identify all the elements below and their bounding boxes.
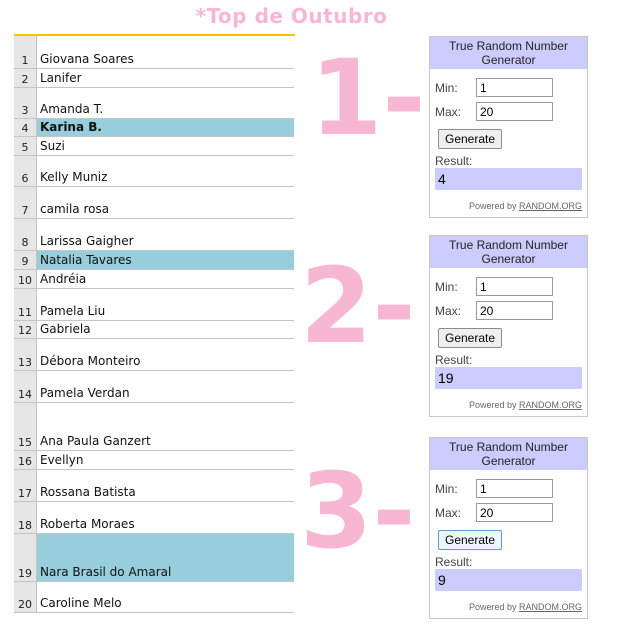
table-row[interactable] — [14, 219, 294, 251]
table-row[interactable] — [14, 470, 294, 502]
name-cell[interactable]: Karina B. — [37, 119, 294, 137]
spreadsheet — [14, 34, 295, 632]
powered-text: Powered by — [468, 201, 517, 211]
row-number: 20 — [14, 582, 37, 613]
result-value: 4 — [435, 168, 582, 190]
name-cell[interactable]: Roberta Moraes — [37, 502, 294, 534]
generate-button[interactable]: Generate — [438, 129, 502, 149]
row-number: 14 — [14, 371, 37, 403]
name-cell[interactable]: Nara Brasil do Amaral — [37, 534, 294, 582]
name-cell[interactable]: Rossana Batista — [37, 470, 294, 502]
name-cell[interactable]: Suzi — [37, 137, 294, 156]
page-title: *Top de Outubro — [195, 4, 388, 28]
table-row[interactable] — [14, 289, 294, 321]
name-cell[interactable]: Pamela Verdan — [37, 371, 294, 403]
row-number: 9 — [14, 251, 37, 270]
place-label-3: 3- — [300, 450, 416, 572]
random-number-widget-3 — [429, 437, 588, 619]
place-label-1: 1- — [310, 37, 426, 159]
max-input[interactable] — [476, 503, 553, 522]
name-cell[interactable]: Giovana Soares — [37, 36, 294, 69]
powered-text: Powered by — [468, 400, 517, 410]
name-cell[interactable]: Andréia — [37, 270, 294, 289]
table-row[interactable] — [14, 270, 294, 289]
name-cell[interactable]: Débora Monteiro — [37, 339, 294, 371]
row-number: 13 — [14, 339, 37, 371]
row-number: 10 — [14, 270, 37, 289]
min-label: Min: — [435, 481, 458, 496]
name-cell[interactable]: Caroline Melo — [37, 582, 294, 613]
place-label-2: 2- — [300, 245, 416, 367]
row-number: 18 — [14, 502, 37, 534]
powered-text: Powered by — [468, 602, 517, 612]
table-row[interactable] — [14, 321, 294, 339]
max-input[interactable] — [476, 102, 553, 121]
name-cell[interactable]: Natalia Tavares — [37, 251, 294, 270]
name-cell[interactable]: Larissa Gaigher — [37, 219, 294, 251]
result-value: 19 — [435, 367, 582, 389]
min-label: Min: — [435, 80, 458, 95]
row-number: 16 — [14, 451, 37, 470]
table-row[interactable] — [14, 36, 294, 69]
name-cell[interactable]: Evellyn — [37, 451, 294, 470]
random-org-link[interactable]: RANDOM.ORG — [519, 400, 582, 410]
row-number: 12 — [14, 321, 37, 339]
min-input[interactable] — [476, 479, 553, 498]
row-number: 5 — [14, 137, 37, 156]
max-input[interactable] — [476, 301, 553, 320]
table-row[interactable] — [14, 403, 294, 451]
row-number: 1 — [14, 36, 37, 69]
table-row[interactable] — [14, 187, 294, 219]
table-row[interactable] — [14, 371, 294, 403]
name-cell[interactable]: Kelly Muniz — [37, 156, 294, 187]
widget-header: True Random Number Generator — [430, 438, 587, 470]
name-cell[interactable]: Gabriela — [37, 321, 294, 339]
table-row[interactable] — [14, 451, 294, 470]
row-number: 3 — [14, 88, 37, 119]
min-label: Min: — [435, 279, 458, 294]
max-label: Max: — [435, 104, 462, 119]
name-cell[interactable]: Lanifer — [37, 69, 294, 88]
result-label: Result: — [435, 555, 473, 569]
powered-by — [435, 602, 582, 612]
row-number: 7 — [14, 187, 37, 219]
row-number: 17 — [14, 470, 37, 502]
name-cell[interactable]: Amanda T. — [37, 88, 294, 119]
table-row[interactable] — [14, 251, 294, 270]
row-number: 4 — [14, 119, 37, 137]
powered-by — [435, 201, 582, 211]
generate-button[interactable]: Generate — [438, 328, 502, 348]
table-row[interactable] — [14, 534, 294, 582]
table-row[interactable] — [14, 69, 294, 88]
random-number-widget-1 — [429, 36, 588, 218]
random-org-link[interactable]: RANDOM.ORG — [519, 602, 582, 612]
row-number: 6 — [14, 156, 37, 187]
row-number: 2 — [14, 69, 37, 88]
min-input[interactable] — [476, 78, 553, 97]
result-label: Result: — [435, 154, 473, 168]
table-row[interactable] — [14, 88, 294, 119]
row-number: 11 — [14, 289, 37, 321]
name-cell[interactable]: camila rosa — [37, 187, 294, 219]
widget-header: True Random Number Generator — [430, 37, 587, 69]
row-number: 19 — [14, 534, 37, 582]
table-row[interactable] — [14, 502, 294, 534]
name-cell[interactable]: Pamela Liu — [37, 289, 294, 321]
random-org-link[interactable]: RANDOM.ORG — [519, 201, 582, 211]
row-number: 8 — [14, 219, 37, 251]
widget-header: True Random Number Generator — [430, 236, 587, 268]
min-input[interactable] — [476, 277, 553, 296]
table-row[interactable] — [14, 137, 294, 156]
result-value: 9 — [435, 569, 582, 591]
row-number: 15 — [14, 403, 37, 451]
generate-button[interactable]: Generate — [438, 530, 502, 550]
table-row[interactable] — [14, 339, 294, 371]
table-row[interactable] — [14, 119, 294, 137]
result-label: Result: — [435, 353, 473, 367]
table-row[interactable] — [14, 582, 294, 613]
max-label: Max: — [435, 303, 462, 318]
powered-by — [435, 400, 582, 410]
random-number-widget-2 — [429, 235, 588, 417]
table-row[interactable] — [14, 156, 294, 187]
name-cell[interactable]: Ana Paula Ganzert — [37, 403, 294, 451]
max-label: Max: — [435, 505, 462, 520]
